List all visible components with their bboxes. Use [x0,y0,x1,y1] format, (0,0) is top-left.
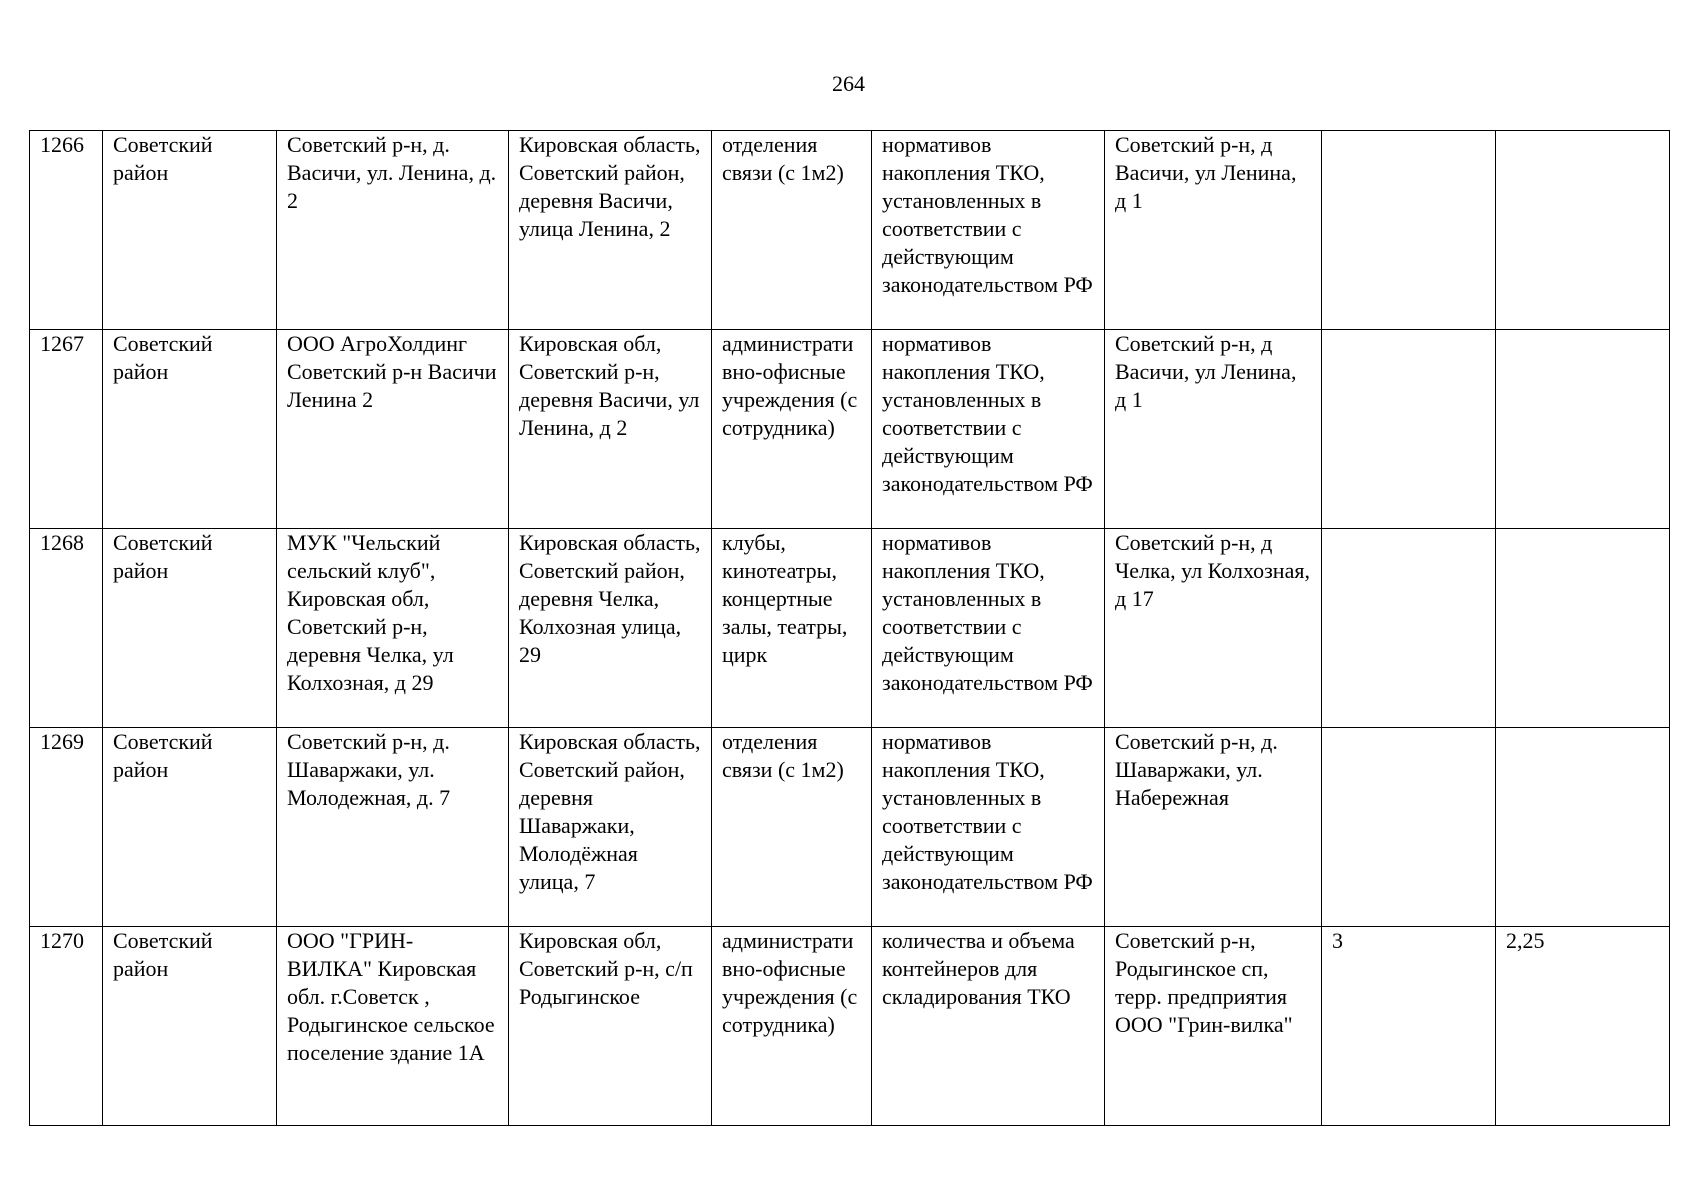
address-cell: Кировская область, Советский район, деревня Шаваржаки, Молодёжная улица, 7 [509,728,712,927]
row-number: 1266 [30,131,103,330]
site-cell: Советский р-н, д. Шаваржаки, ул. Набережная [1105,728,1322,927]
site-cell: Советский р-н, д Челка, ул Колхозная, д 17 [1105,529,1322,728]
basis-cell: нормативов накопления ТКО, установленных в соответствии с действующим законодательством РФ [872,529,1105,728]
category-cell: отделения связи (с 1м2) [712,131,872,330]
table-row [30,330,1670,529]
category-cell: клубы, кинотеатры, концертные залы, театры, цирк [712,529,872,728]
volume-cell [1496,330,1670,529]
count-cell [1322,529,1496,728]
row-number: 1267 [30,330,103,529]
volume-cell [1496,131,1670,330]
row-number: 1270 [30,927,103,1126]
district-cell: Советский район [103,927,277,1126]
volume-cell [1496,529,1670,728]
row-number: 1269 [30,728,103,927]
source-name-cell: Советский р-н, д. Шаваржаки, ул. Молодежная, д. 7 [277,728,509,927]
table-row [30,131,1670,330]
table-row [30,927,1670,1126]
source-name-cell: Советский р-н, д. Васичи, ул. Ленина, д. 2 [277,131,509,330]
address-cell: Кировская обл, Советский р-н, с/п Родыгинское [509,927,712,1126]
address-cell: Кировская область, Советский район, деревня Челка, Колхозная улица, 29 [509,529,712,728]
category-cell: административно-офисные учреждения (с сотрудника) [712,330,872,529]
source-name-cell: ООО "ГРИН-ВИЛКА" Кировская обл. г.Советск , Родыгинское сельское поселение здание 1А [277,927,509,1126]
district-cell: Советский район [103,529,277,728]
basis-cell: количества и объема контейнеров для складирования ТКО [872,927,1105,1126]
count-cell: 3 [1322,927,1496,1126]
site-cell: Советский р-н, д Васичи, ул Ленина, д 1 [1105,131,1322,330]
site-cell: Советский р-н, Родыгинское сп, терр. предприятия ООО "Грин-вилка" [1105,927,1322,1126]
source-name-cell: МУК "Чельский сельский клуб", Кировская обл, Советский р-н, деревня Челка, ул Колхозная, д 29 [277,529,509,728]
basis-cell: нормативов накопления ТКО, установленных в соответствии с действующим законодательством РФ [872,131,1105,330]
category-cell: административно-офисные учреждения (с сотрудника) [712,927,872,1126]
basis-cell: нормативов накопления ТКО, установленных в соответствии с действующим законодательством РФ [872,330,1105,529]
basis-cell: нормативов накопления ТКО, установленных в соответствии с действующим законодательством РФ [872,728,1105,927]
district-cell: Советский район [103,330,277,529]
volume-cell: 2,25 [1496,927,1670,1126]
address-cell: Кировская обл, Советский р-н, деревня Васичи, ул Ленина, д 2 [509,330,712,529]
address-cell: Кировская область, Советский район, деревня Васичи, улица Ленина, 2 [509,131,712,330]
category-cell: отделения связи (с 1м2) [712,728,872,927]
table-row [30,728,1670,927]
site-cell: Советский р-н, д Васичи, ул Ленина, д 1 [1105,330,1322,529]
source-name-cell: ООО АгроХолдинг Советский р-н Васичи Ленина 2 [277,330,509,529]
volume-cell [1496,728,1670,927]
row-number: 1268 [30,529,103,728]
table-row [30,529,1670,728]
registry-table [29,130,1670,1126]
page-number: 264 [832,71,865,96]
district-cell: Советский район [103,131,277,330]
count-cell [1322,728,1496,927]
count-cell [1322,131,1496,330]
district-cell: Советский район [103,728,277,927]
count-cell [1322,330,1496,529]
